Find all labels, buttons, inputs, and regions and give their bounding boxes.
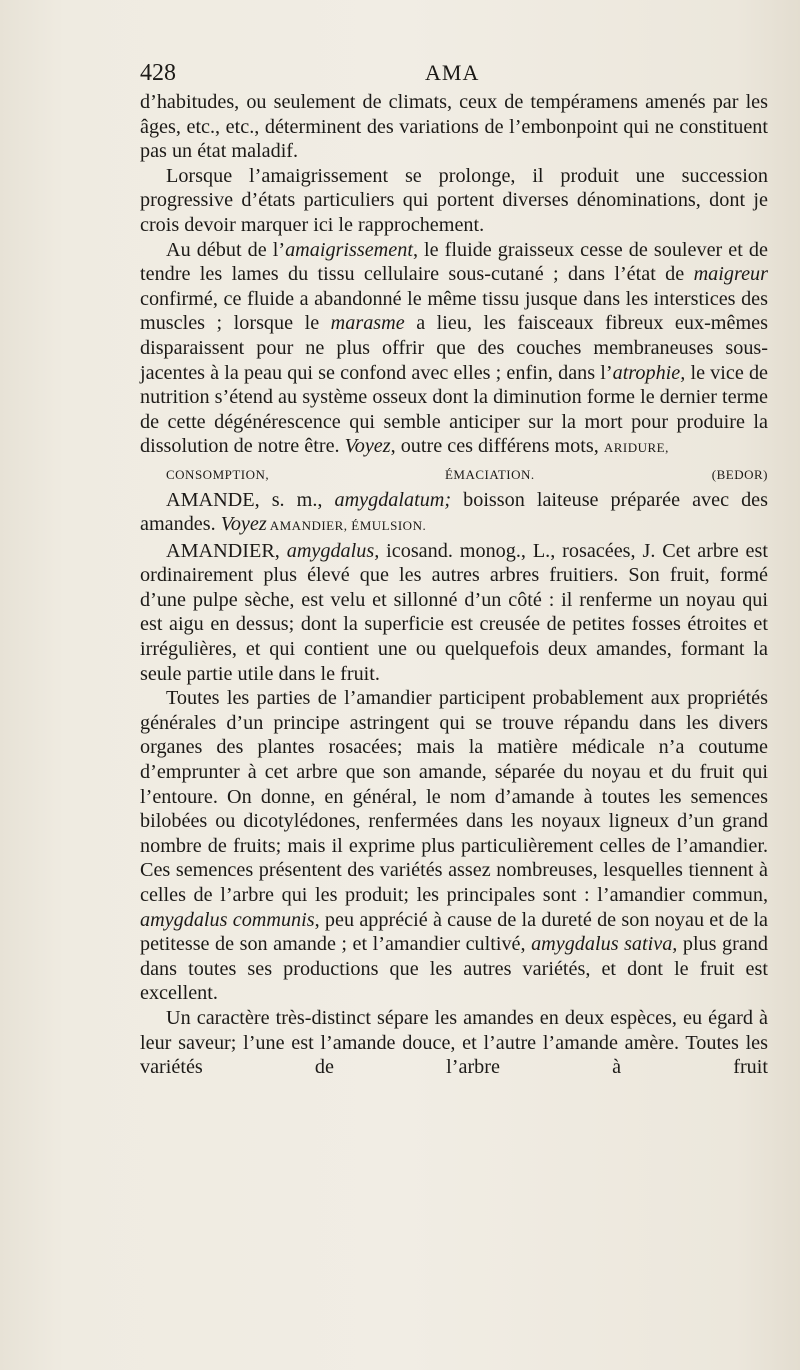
cross-reference-amandier: AMANDIER, ÉMULSION. [266,518,427,534]
entry-amandier [140,539,768,687]
paragraph-amandier-properties [140,686,768,1006]
text-run: , outre ces différens mots, [390,435,604,458]
voyez-reference: Voyez [220,513,267,536]
term-amaigrissement: amaigrissement [285,238,413,261]
latin-amygdalatum: amygdalatum; [334,488,452,511]
paragraph-amandes-especes: Un caractère très-distinct sépare les amandes en deux espèces, eu égard à leur saveur; l’une est l’amande douce, et l’autre l’amande amère. Toutes les variétés de l’arbre à fruit [140,1006,768,1079]
headword-amandier: AMANDIER, [166,539,280,562]
page-header [140,60,770,90]
text-run: plus grand dans toutes ses productions que les autres variétés, et dont le fruit est excellent. [140,933,768,1005]
cross-reference-aridure: ARIDURE, [603,440,669,456]
voyez-reference: Voyez [344,435,391,458]
text-run: Toutes les parties de l’amandier participent probablement aux propriétés générales d’un principe astringent qui se trouve répandu dans les divers organes des plantes rosacées; mais la matière médicale n’a coutume d’emprunter à cet arbre que son amande, séparée du noyau et du fruit qui l’entoure. On donne, en général, le nom d’amande à toutes les semences bilobées ou dicotylédones, renfermées dans les noyaux ligneux d’un grand nombre de fruits; mais il exprime plus particulièrement celles de l’amandier. Ces semences présentent des variétés assez nombreuses, lesquelles tiennent à celles de l’arbre qui les produit; les principales sont : l’amandier commun, [140,687,768,906]
paragraph-amaigrissement-stages [140,238,768,488]
page-number: 428 [140,60,176,86]
text-run: , peu apprécié à cause de la dureté de son noyau et de la petitesse de son amande ; et l’amandier cultivé, [140,908,769,956]
headword-amande: AMANDE, [166,488,260,511]
text-run: le vice de nutrition s’étend au système osseux dont la diminution forme le dernier terme de cette dégénérescence qui semble anticiper sur la mort pour produire la dissolution de notre être. [140,361,768,458]
entry-amande [140,488,768,539]
text-run: Au début de l’ [166,238,286,261]
latin-amygdalus-sativa: amygdalus sativa, [531,933,678,956]
author-signature: (BEDOR) [711,466,768,482]
page-body [140,90,768,1080]
latin-amygdalus-communis: amygdalus communis [140,908,315,931]
running-head: AMA [425,60,480,85]
text-run: a lieu, les faisceaux fibreux eux-mêmes disparaissent pour ne plus offrir que des couches membraneuses sous-jacentes à la peau qui se confond avec elles ; enfin, dans l’ [140,312,768,384]
text-run: s. m., [259,488,335,511]
term-atrophie: atrophie, [612,361,686,384]
text-run: boisson laiteuse préparée avec des amandes. [140,488,768,536]
text-run: confirmé, ce fluide a abandonné le même tissu jusque dans les interstices des muscles ; lorsque le [140,287,768,335]
text-run: , le fluide graisseux cesse de soulever et de tendre les lames du tissu cellulaire sous-cutané ; dans l’état de [140,238,768,286]
cross-reference-consomption: CONSOMPTION, ÉMACIATION. [166,466,535,482]
latin-amygdalus: amygdalus, [279,539,380,562]
paragraph-continuation: d’habitudes, ou seulement de climats, ceux de tempéramens amenés par les âges, etc., etc., déterminent des variations de l’embonpoint qui ne constituent pas un état maladif. [140,91,768,163]
term-maigreur: maigreur [693,263,768,286]
cross-reference-line [140,461,768,488]
paragraph-amaigrissement-intro: Lorsque l’amaigrissement se prolonge, il produit une succession progressive d’états particuliers qui portent diverses dénominations, dont je crois devoir marquer ici le rapprochement. [140,164,768,236]
term-marasme: marasme [330,312,405,335]
text-run: icosand. monog., L., rosacées, J. Cet arbre est ordinairement plus élevé que les autres arbres fruitiers. Son fruit, formé d’une pulpe sèche, est velu et sillonné d’un côté : il renferme un noyau qui est aigu en dessus; dont la superficie est creusée de petites fosses étroites et irrégulières, et qui contient une ou quelquefois deux amandes, formant la seule partie utile dans le fruit. [140,539,768,685]
